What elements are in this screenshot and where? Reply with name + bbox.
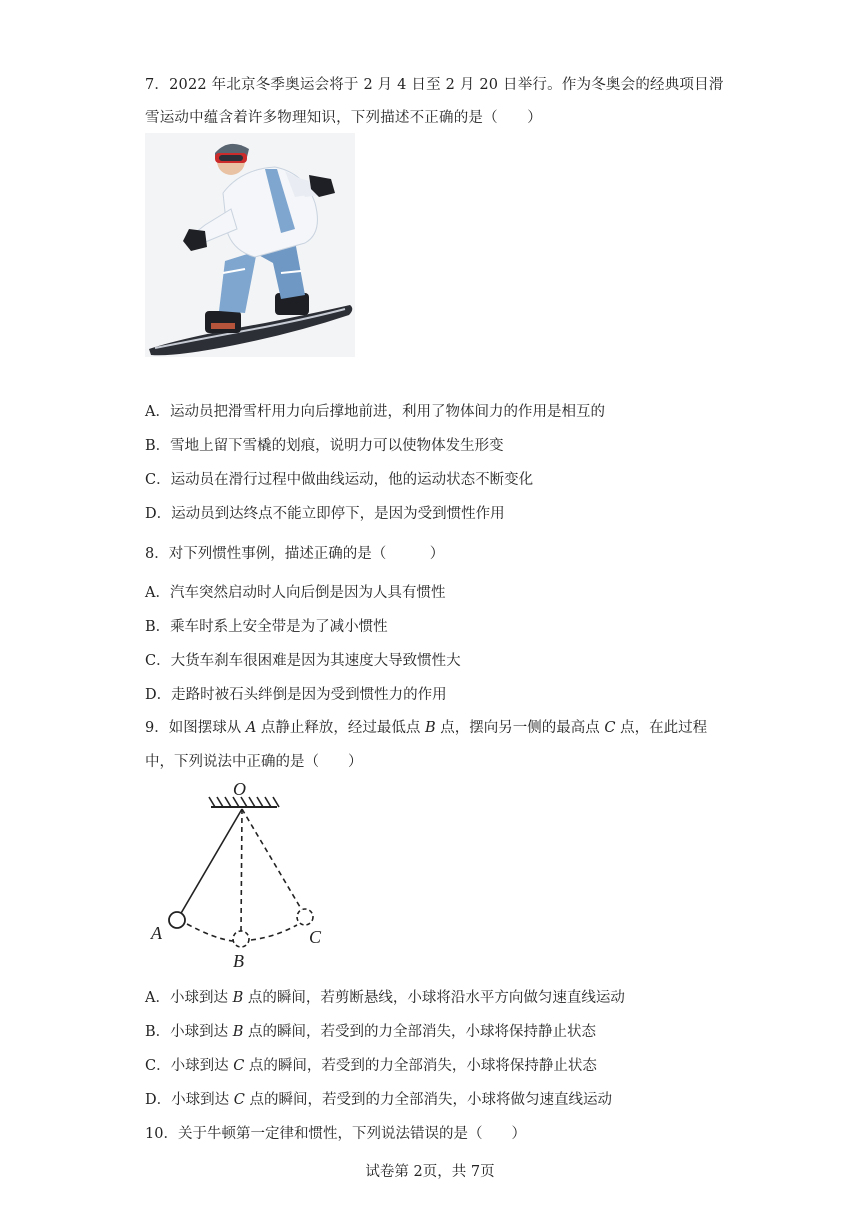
q9-option-c [145,1054,597,1075]
q9-option-text: 点的瞬间，若受到的力全部消失，小球将保持静止状态 [243,1024,597,1040]
q7-option-a: A．运动员把滑雪杆用力向后撑地前进，利用了物体间力的作用是相互的 [145,404,605,420]
q9-option-text: 点的瞬间，若受到的力全部消失，小球将保持静止状态 [244,1058,597,1074]
q7-stem-line2: 雪运动中蕴含着许多物理知识，下列描述不正确的是（ ） [145,110,542,126]
q9-var-b: B [425,720,436,736]
q9-var-a: A [245,720,257,736]
q9-text: 点，摆向另一侧的最高点 [435,720,605,736]
q9-option-var: C [233,1058,245,1074]
q9-option-text: 点的瞬间，若受到的力全部消失，小球将做匀速直线运动 [244,1092,612,1108]
q8-option-a: A．汽车突然启动时人向后倒是因为人具有惯性 [145,585,446,601]
pendulum-diagram [145,777,335,977]
q9-option-text: B．小球到达 [145,1024,233,1040]
q9-option-var: B [232,1024,244,1040]
page-footer: 试卷第 2页，共 7页 [365,1164,495,1180]
q9-option-var: C [233,1092,245,1108]
label-a: A [151,923,162,943]
q9-text: 点，在此过程 [615,720,708,736]
q9-option-text: D．小球到达 [145,1092,234,1108]
q9-option-text: A．小球到达 [145,990,233,1006]
q8-option-b: B．乘车时系上安全带是为了减小惯性 [145,619,388,635]
q10-stem: 10．关于牛顿第一定律和惯性，下列说法错误的是（ ） [145,1126,526,1142]
q7-stem-line1: 7．2022 年北京冬季奥运会将于 2 月 4 日至 2 月 20 日举行。作为冬奥会的经典项目滑 [145,77,724,93]
q8-stem: 8．对下列惯性事例，描述正确的是（ ） [145,546,445,562]
q9-option-text: 点的瞬间，若剪断悬线，小球将沿水平方向做匀速直线运动 [243,990,625,1006]
q8-option-c: C．大货车刹车很困难是因为其速度大导致惯性大 [145,653,461,669]
q9-option-d [145,1088,612,1109]
q7-option-c: C．运动员在滑行过程中做曲线运动，他的运动状态不断变化 [145,472,534,488]
label-b: B [233,951,244,971]
q8-option-d: D．走路时被石头绊倒是因为受到惯性力的作用 [145,687,447,703]
q9-option-b [145,1020,596,1041]
q7-option-b: B．雪地上留下雪橇的划痕，说明力可以使物体发生形变 [145,438,504,454]
q9-option-var: B [232,990,244,1006]
label-c: C [309,927,322,947]
q9-option-text: C．小球到达 [145,1058,234,1074]
q9-stem-line1 [145,716,707,737]
label-o: O [233,779,246,799]
snowboarder-image [145,133,355,357]
q9-stem-line2: 中，下列说法中正确的是（ ） [145,754,363,770]
q9-text: 点静止释放，经过最低点 [256,720,426,736]
q9-text: 9．如图摆球从 [145,720,246,736]
q9-option-a [145,986,625,1007]
q7-option-d: D．运动员到达终点不能立即停下，是因为受到惯性作用 [145,506,505,522]
q9-var-c: C [604,720,616,736]
